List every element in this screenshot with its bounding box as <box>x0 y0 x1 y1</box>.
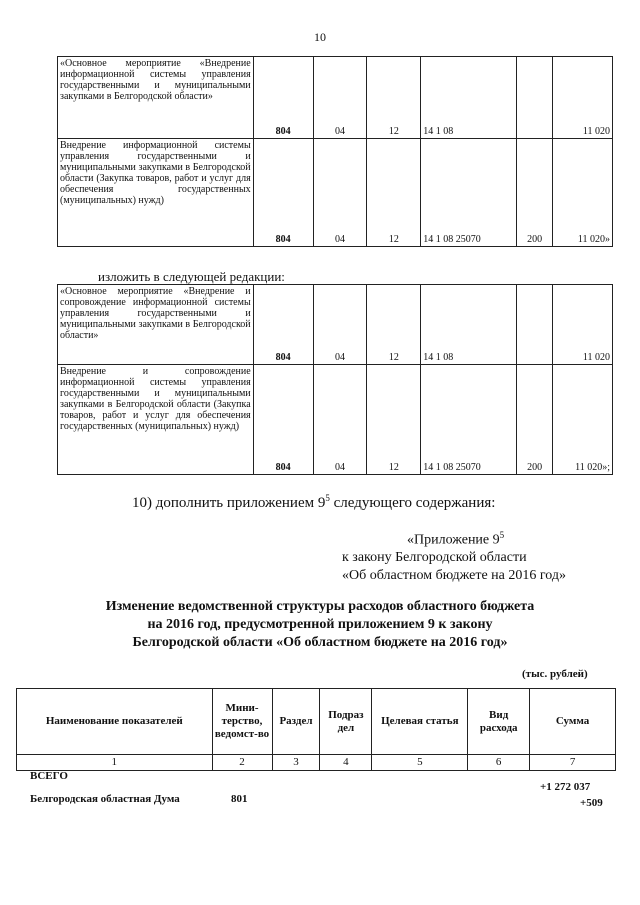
redaction-text: изложить в следующей редакции: <box>98 269 285 284</box>
table-row <box>58 365 613 475</box>
col-number: 1 <box>17 755 213 771</box>
appendix-line-3: «Об областном бюджете на 2016 год» <box>342 568 566 583</box>
row-ministry: 804 <box>253 285 313 365</box>
table-header-row <box>17 689 616 755</box>
row-ministry: 804 <box>253 139 313 247</box>
table-row <box>58 57 613 139</box>
row-vid: 200 <box>517 365 553 475</box>
header-sum: Сумма <box>530 689 616 755</box>
item-10-after: следующего содержания: <box>329 495 496 511</box>
row-podrazdel: 12 <box>367 139 421 247</box>
row-podrazdel: 12 <box>367 57 421 139</box>
table-old <box>57 56 613 247</box>
header-razdel: Раздел <box>272 689 320 755</box>
row-name: Внедрение информационной системы управления государственными и муниципальными закупками в Белгородской области (Закупка товаров, работ и услуг для обеспечения государственных (муниципальных) нужд) <box>58 139 254 247</box>
row-name: «Основное мероприятие «Внедрение и сопровождение информационной системы управления государственными и муниципальными закупками в Белгородской области» <box>58 285 254 365</box>
row-sum: 11 020 <box>553 57 613 139</box>
title-line-3: Белгородской области «Об областном бюджете на 2016 год» <box>132 635 508 650</box>
page-number: 10 <box>314 30 326 44</box>
appendix-title: «Приложение 9 <box>407 532 500 548</box>
col-number: 5 <box>372 755 468 771</box>
header-vid: Вид расхода <box>468 689 530 755</box>
total-label: ВСЕГО <box>30 770 68 782</box>
row-vid: 200 <box>517 139 553 247</box>
total-sum: +1 272 037 <box>540 781 591 793</box>
col-number: 3 <box>272 755 320 771</box>
col-number: 6 <box>468 755 530 771</box>
units-label: (тыс. рублей) <box>522 668 588 680</box>
row-razdel: 04 <box>313 285 367 365</box>
item-10-text <box>132 493 495 512</box>
row-vid <box>517 57 553 139</box>
header-name: Наименование показателей <box>17 689 213 755</box>
row-razdel: 04 <box>313 57 367 139</box>
duma-ministry: 801 <box>231 793 248 805</box>
col-number: 2 <box>212 755 272 771</box>
duma-sum: +509 <box>580 797 603 809</box>
table-main <box>16 688 616 771</box>
row-podrazdel: 12 <box>367 285 421 365</box>
row-ministry: 804 <box>253 57 313 139</box>
col-number: 4 <box>320 755 372 771</box>
col-number: 7 <box>530 755 616 771</box>
duma-name: Белгородская областная Дума <box>30 793 180 805</box>
title-line-1: Изменение ведомственной структуры расходов областного бюджета <box>105 599 535 614</box>
row-name: «Основное мероприятие «Внедрение информационной системы управления государственными и муниципальными закупками в Белгородской области» <box>58 57 254 139</box>
document-title <box>0 598 640 652</box>
row-sum: 11 020»; <box>553 365 613 475</box>
appendix-line-1 <box>407 530 504 549</box>
row-target: 14 1 08 <box>421 285 517 365</box>
row-razdel: 04 <box>313 139 367 247</box>
row-sum: 11 020 <box>553 285 613 365</box>
row-podrazdel: 12 <box>367 365 421 475</box>
row-vid <box>517 285 553 365</box>
appendix-line-2: к закону Белгородской области <box>342 550 527 565</box>
table-new <box>57 284 613 475</box>
title-line-2: на 2016 год, предусмотренной приложением 9 к закону <box>147 617 493 632</box>
table-number-row <box>17 755 616 771</box>
row-target: 14 1 08 25070 <box>421 139 517 247</box>
row-name: Внедрение и сопровождение информационной системы управления государственными и муниципальными закупками в Белгородской области (Закупка товаров, работ и услуг для обеспечения государственных (муниципальных) нужд) <box>58 365 254 475</box>
row-ministry: 804 <box>253 365 313 475</box>
table-row <box>58 285 613 365</box>
item-10-before: 10) дополнить приложением 9 <box>132 495 326 511</box>
header-ministry: Мини-терство, ведомст-во <box>212 689 272 755</box>
row-sum: 11 020» <box>553 139 613 247</box>
header-target: Целевая статья <box>372 689 468 755</box>
row-target: 14 1 08 <box>421 57 517 139</box>
appendix-sup: 5 <box>499 530 505 540</box>
table-row <box>58 139 613 247</box>
row-razdel: 04 <box>313 365 367 475</box>
item-10-sup: 5 <box>325 493 330 503</box>
header-podrazdel: Подраз дел <box>320 689 372 755</box>
row-target: 14 1 08 25070 <box>421 365 517 475</box>
